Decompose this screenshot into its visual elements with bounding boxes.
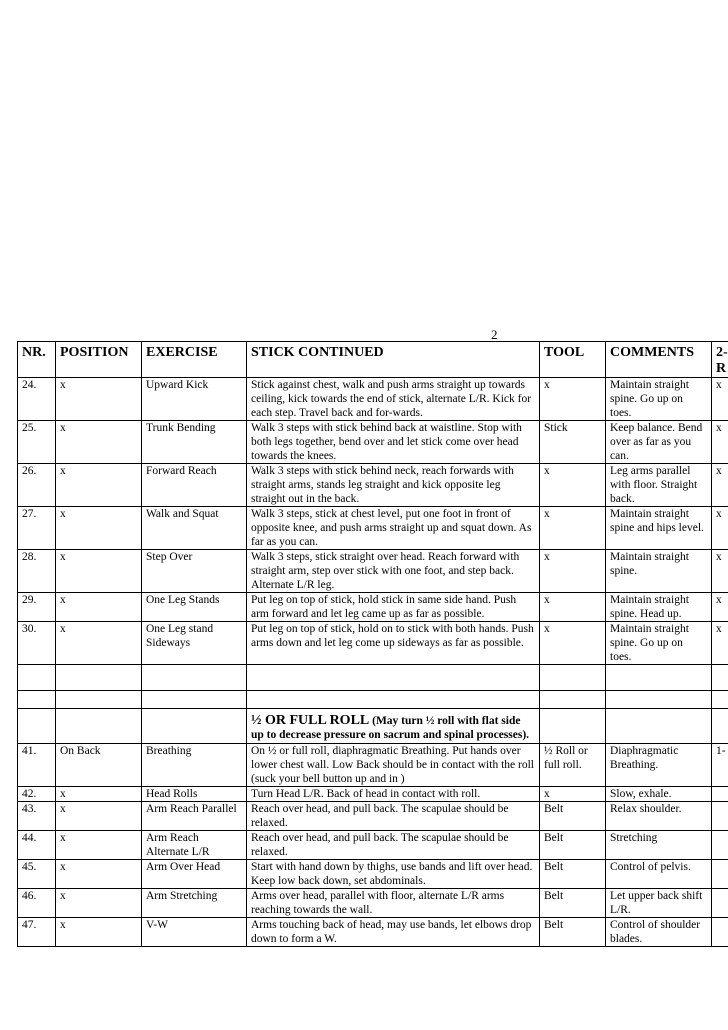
table-header-row [18, 342, 728, 378]
cell-position: x [56, 421, 142, 464]
cell-comments: Keep balance. Bend over as far as you can. [606, 421, 712, 464]
cell-exercise: Step Over [142, 550, 247, 593]
cell-description: Walk 3 steps, stick at chest level, put one foot in front of opposite knee, and push arms straight up and squat down. As far as you can. [247, 507, 540, 550]
cell-tool: x [540, 593, 606, 622]
table-row [18, 831, 728, 860]
cell-reps [712, 860, 728, 889]
cell-exercise: One Leg stand Sideways [142, 622, 247, 665]
cell-position: x [56, 550, 142, 593]
cell-description: Arms touching back of head, may use bands, let elbows drop down to form a W. [247, 918, 540, 947]
cell-tool: x [540, 550, 606, 593]
cell-comments: Maintain straight spine. [606, 550, 712, 593]
cell-tool: Belt [540, 918, 606, 947]
cell-position: x [56, 831, 142, 860]
roll-section-subtitle: (May turn ½ roll with flat side up to decrease pressure on sacrum and spinal processes). [251, 715, 530, 741]
cell-tool: x [540, 464, 606, 507]
cell-reps: x [712, 507, 728, 550]
cell-comments: Control of pelvis. [606, 860, 712, 889]
table-row [18, 889, 728, 918]
header-nr: NR. [18, 342, 56, 378]
cell-position: x [56, 860, 142, 889]
cell-nr: 27. [18, 507, 56, 550]
cell-nr: 24. [18, 378, 56, 421]
cell-tool: Belt [540, 889, 606, 918]
cell-exercise: Trunk Bending [142, 421, 247, 464]
header-tool: TOOL [540, 342, 606, 378]
header-position: POSITION [56, 342, 142, 378]
cell-tool: x [540, 622, 606, 665]
cell-nr: 42. [18, 787, 56, 802]
cell-description: Put leg on top of stick, hold on to stick with both hands. Push arms down and let leg come up sideways as far as possible. [247, 622, 540, 665]
roll-section-title: ½ OR FULL ROLL [251, 713, 370, 728]
cell-description: Arms over head, parallel with floor, alternate L/R arms reaching towards the wall. [247, 889, 540, 918]
cell-position: On Back [56, 744, 142, 787]
cell-reps: x [712, 464, 728, 507]
cell-reps: 1- [712, 744, 728, 787]
table-row [18, 802, 728, 831]
cell-comments: Slow, exhale. [606, 787, 712, 802]
cell-reps: x [712, 550, 728, 593]
cell-exercise: Arm Reach Alternate L/R [142, 831, 247, 860]
cell-reps: x [712, 593, 728, 622]
cell-comments: Leg arms parallel with floor. Straight back. [606, 464, 712, 507]
page-number: 2 [491, 327, 498, 342]
cell-reps: x [712, 622, 728, 665]
cell-exercise: Head Rolls [142, 787, 247, 802]
cell-description: Walk 3 steps with stick behind back at waistline. Stop with both legs together, bend over and let stick come over head towards the knees. [247, 421, 540, 464]
cell-nr: 41. [18, 744, 56, 787]
cell-tool: x [540, 378, 606, 421]
cell-exercise: One Leg Stands [142, 593, 247, 622]
cell-description: On ½ or full roll, diaphragmatic Breathing. Put hands over lower chest wall. Low Back should be in contact with the roll (suck your bell button up and in ) [247, 744, 540, 787]
cell-reps [712, 831, 728, 860]
cell-comments: Control of shoulder blades. [606, 918, 712, 947]
cell-description: Walk 3 steps with stick behind neck, reach forwards with straight arms, stands leg straight and kick opposite leg straight out in the back. [247, 464, 540, 507]
cell-tool: x [540, 507, 606, 550]
cell-description: Start with hand down by thighs, use bands and lift over head. Keep low back down, set abdominals. [247, 860, 540, 889]
cell-nr: 26. [18, 464, 56, 507]
cell-nr: 47. [18, 918, 56, 947]
cell-reps [712, 889, 728, 918]
cell-reps: x [712, 378, 728, 421]
cell-nr: 25. [18, 421, 56, 464]
table-row [18, 507, 728, 550]
cell-reps: x [712, 421, 728, 464]
cell-nr: 43. [18, 802, 56, 831]
cell-exercise: Arm Over Head [142, 860, 247, 889]
empty-row [18, 691, 728, 709]
cell-description: Turn Head L/R. Back of head in contact with roll. [247, 787, 540, 802]
cell-exercise: Walk and Squat [142, 507, 247, 550]
cell-description: Stick against chest, walk and push arms straight up towards ceiling, kick towards the end of stick, alternate L/R. Kick for each step. Travel back and for-wards. [247, 378, 540, 421]
cell-comments: Let upper back shift L/R. [606, 889, 712, 918]
table-row [18, 593, 728, 622]
cell-tool: Stick [540, 421, 606, 464]
cell-position: x [56, 593, 142, 622]
exercise-table [17, 341, 728, 947]
cell-exercise: Forward Reach [142, 464, 247, 507]
cell-position: x [56, 787, 142, 802]
cell-description: Reach over head, and pull back. The scapulae should be relaxed. [247, 802, 540, 831]
cell-comments: Maintain straight spine. Head up. [606, 593, 712, 622]
cell-exercise: Arm Reach Parallel [142, 802, 247, 831]
roll-section-heading [247, 709, 540, 744]
cell-position: x [56, 378, 142, 421]
cell-tool: Belt [540, 802, 606, 831]
header-comments: COMMENTS [606, 342, 712, 378]
table-row [18, 464, 728, 507]
cell-tool: ½ Roll or full roll. [540, 744, 606, 787]
table-row [18, 622, 728, 665]
cell-comments: Maintain straight spine. Go up on toes. [606, 378, 712, 421]
cell-comments: Diaphragmatic Breathing. [606, 744, 712, 787]
cell-nr: 45. [18, 860, 56, 889]
cell-comments: Maintain straight spine and hips level. [606, 507, 712, 550]
cell-comments: Relax shoulder. [606, 802, 712, 831]
cell-exercise: Arm Stretching [142, 889, 247, 918]
cell-nr: 28. [18, 550, 56, 593]
table-row [18, 744, 728, 787]
cell-comments: Stretching [606, 831, 712, 860]
empty-row [18, 665, 728, 691]
cell-nr: 46. [18, 889, 56, 918]
cell-reps [712, 787, 728, 802]
cell-nr: 29. [18, 593, 56, 622]
table-row [18, 918, 728, 947]
cell-reps [712, 918, 728, 947]
table-row [18, 421, 728, 464]
cell-reps [712, 802, 728, 831]
header-reps: 2- R [712, 342, 728, 378]
table-row [18, 860, 728, 889]
cell-tool: Belt [540, 831, 606, 860]
cell-position: x [56, 507, 142, 550]
cell-comments: Maintain straight spine. Go up on toes. [606, 622, 712, 665]
cell-description: Put leg on top of stick, hold stick in same side hand. Push arm forward and let leg came up as far as possible. [247, 593, 540, 622]
cell-tool: x [540, 787, 606, 802]
cell-nr: 44. [18, 831, 56, 860]
table-row [18, 787, 728, 802]
cell-tool: Belt [540, 860, 606, 889]
cell-position: x [56, 802, 142, 831]
table-row [18, 550, 728, 593]
cell-position: x [56, 918, 142, 947]
cell-description: Reach over head, and pull back. The scapulae should be relaxed. [247, 831, 540, 860]
cell-exercise: Upward Kick [142, 378, 247, 421]
cell-position: x [56, 464, 142, 507]
cell-position: x [56, 889, 142, 918]
cell-exercise: Breathing [142, 744, 247, 787]
cell-description: Walk 3 steps, stick straight over head. Reach forward with straight arm, step over stick with one foot, and step back. Alternate L/R leg. [247, 550, 540, 593]
table-row [18, 378, 728, 421]
roll-section-header-row [18, 709, 728, 744]
header-exercise: EXERCISE [142, 342, 247, 378]
header-description: STICK CONTINUED [247, 342, 540, 378]
cell-nr: 30. [18, 622, 56, 665]
cell-position: x [56, 622, 142, 665]
cell-exercise: V-W [142, 918, 247, 947]
